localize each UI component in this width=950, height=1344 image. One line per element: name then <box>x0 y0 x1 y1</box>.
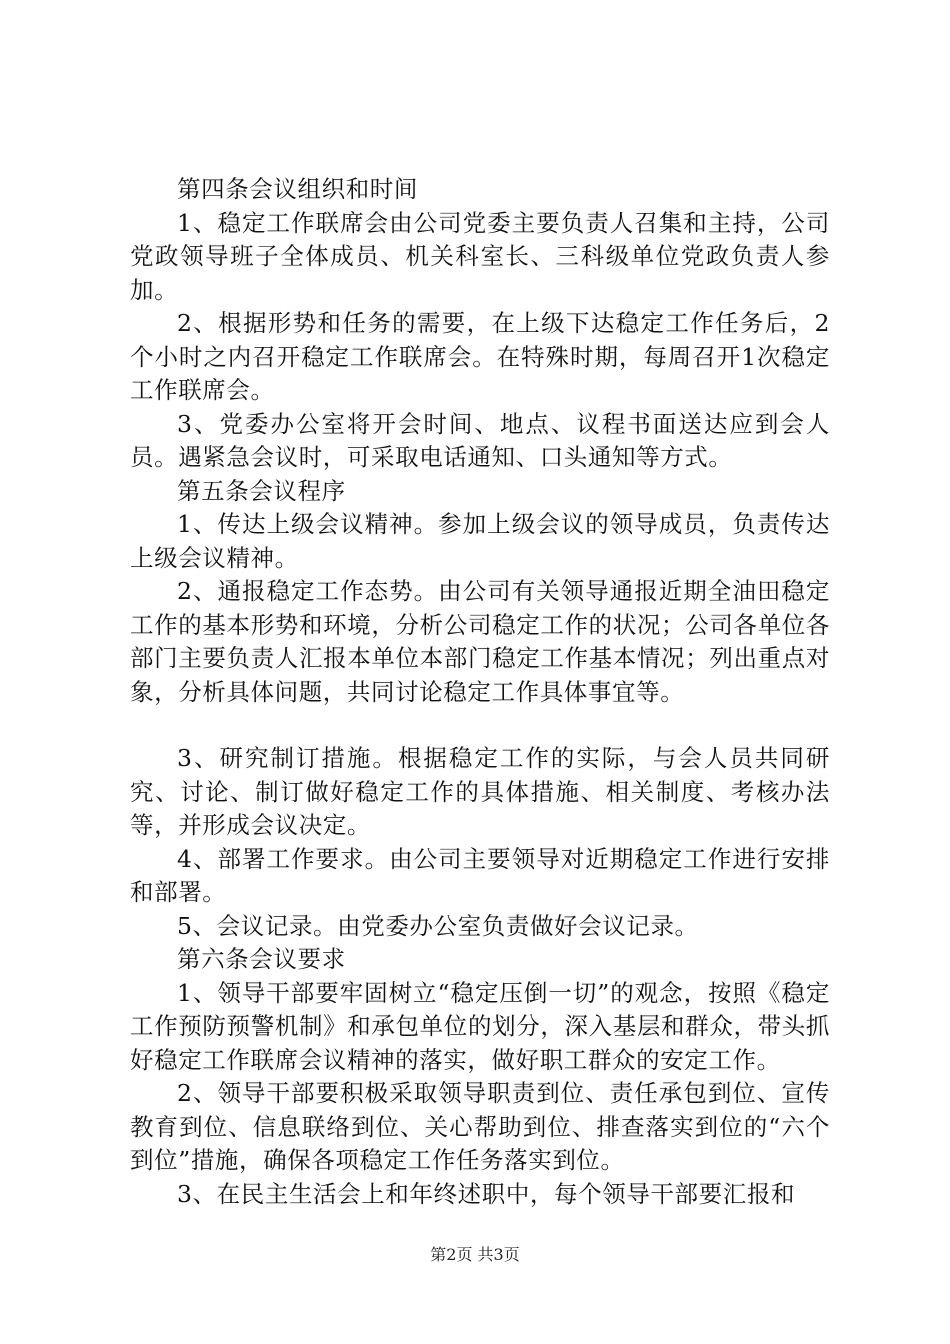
paragraph: 1、传达上级会议精神。参加上级会议的领导成员，负责传达上级会议精神。 <box>130 510 830 572</box>
paragraph: 1、领导干部要牢固树立“稳定压倒一切”的观念，按照《稳定工作预防预警机制》和承包单位的划分，深入基层和群众，带头抓好稳定工作联席会议精神的落实，做好职工群众的安定工作。 <box>130 978 830 1074</box>
paragraph: 3、党委办公室将开会时间、地点、议程书面送达应到会人员。遇紧急会议时，可采取电话通知、口头通知等方式。 <box>130 409 830 471</box>
paragraph: 1、稳定工作联席会由公司党委主要负责人召集和主持，公司党政领导班子全体成员、机关科室长、三科级单位党政负责人参加。 <box>130 208 830 304</box>
paragraph: 3、研究制订措施。根据稳定工作的实际，与会人员共同研究、讨论、制订做好稳定工作的具体措施、相关制度、考核办法等，并形成会议决定。 <box>130 744 830 839</box>
paragraph: 3、在民主生活会上和年终述职中，每个领导干部要汇报和 <box>177 1179 796 1208</box>
section-heading-4: 第四条会议组织和时间 <box>177 175 418 203</box>
document-body <box>130 173 830 1211</box>
section-heading-6: 第六条会议要求 <box>177 945 346 973</box>
page-number-footer: 第2页 共3页 <box>430 1245 520 1264</box>
paragraph: 5、会议记录。由党委办公室负责做好会议记录。 <box>177 911 699 940</box>
section-heading-5: 第五条会议程序 <box>177 476 346 505</box>
paragraph: 2、领导干部要积极采取领导职责到位、责任承包到位、宣传教育到位、信息联络到位、关心帮助到位、排查落实到位的“六个到位”措施，确保各项稳定工作任务落实到位。 <box>130 1079 830 1174</box>
paragraph: 2、根据形势和任务的需要，在上级下达稳定工作任务后，2个小时之内召开稳定工作联席会。在特殊时期，每周召开1次稳定工作联席会。 <box>130 309 830 404</box>
paragraph: 4、部署工作要求。由公司主要领导对近期稳定工作进行安排和部署。 <box>130 844 830 906</box>
paragraph: 2、通报稳定工作态势。由公司有关领导通报近期全油田稳定工作的基本形势和环境，分析公司稳定工作的状况；公司各单位各部门主要负责人汇报本单位本部门稳定工作基本情况；列出重点对象，分析具体问题，共同讨论稳定工作具体事宜等。 <box>130 577 830 706</box>
